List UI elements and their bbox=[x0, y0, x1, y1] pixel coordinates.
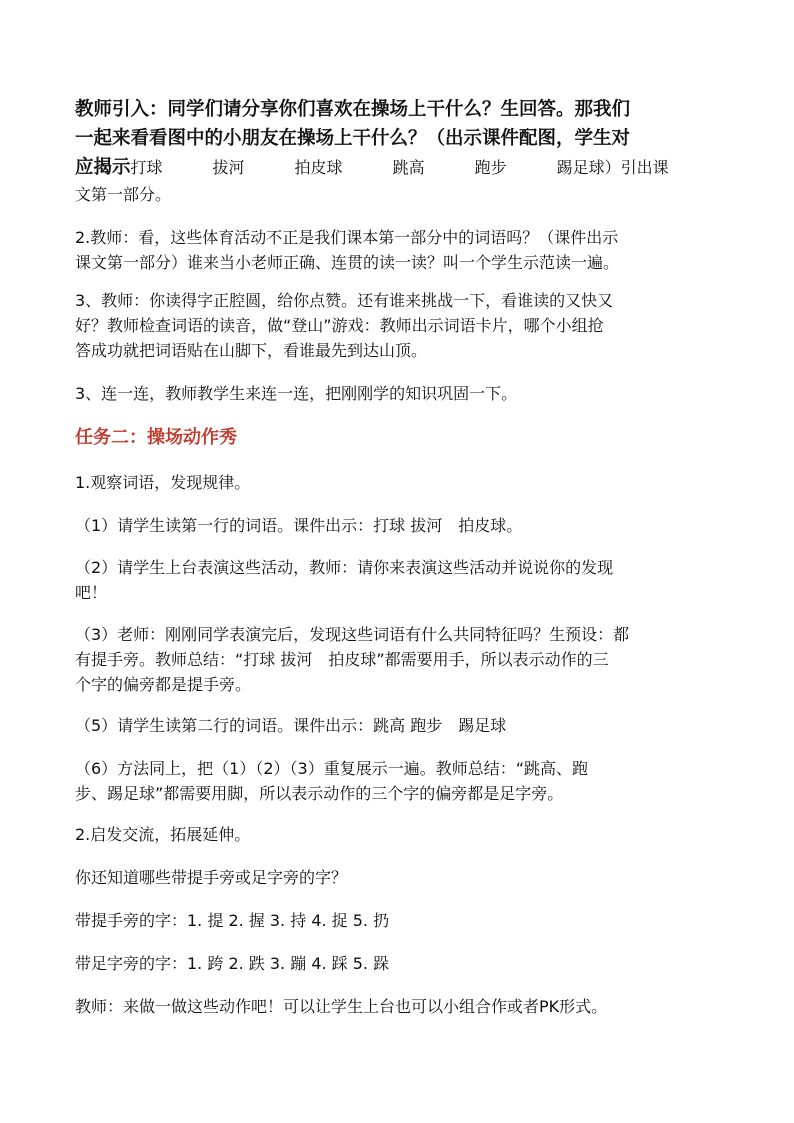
section-item-9 bbox=[75, 908, 389, 933]
section-item-2 bbox=[75, 513, 522, 538]
paragraph-line: （2）请学生上台表演这些活动，教师：请你来表演这些活动并说说你的发现 bbox=[75, 558, 614, 577]
paragraph-3 bbox=[75, 288, 613, 363]
paragraph-line: 教师：来做一做这些动作吧！可以让学生上台也可以小组合作或者PK形式。 bbox=[75, 997, 608, 1016]
paragraph-line: 3、教师：你读得字正腔圆，给你点赞。还有谁来挑战一下，看谁读的又快又 bbox=[75, 291, 614, 310]
activity-3: 拍皮球 bbox=[294, 158, 343, 177]
section-item-10 bbox=[75, 951, 389, 976]
activity-2: 拔河 bbox=[212, 158, 245, 177]
section-item-5 bbox=[75, 713, 506, 738]
paragraph-line: （5）请学生读第二行的词语。课件出示：跳高 跑步 踢足球 bbox=[75, 716, 507, 735]
intro-line-3-bold: 应揭示 bbox=[75, 157, 131, 178]
paragraph-line: 3、连一连，教师教学生来连一连，把刚刚学的知识巩固一下。 bbox=[75, 384, 518, 403]
paragraph-line: 2.教师：看，这些体育活动不正是我们课本第一部分中的词语吗？（课件出示 bbox=[75, 228, 619, 247]
paragraph-line: 你还知道哪些带提手旁或足字旁的字？ bbox=[75, 868, 348, 887]
paragraph-line: 个字的偏旁都是提手旁。 bbox=[75, 675, 252, 694]
paragraph-line: 步、踢足球”都需要用脚，所以表示动作的三个字的偏旁都是足字旁。 bbox=[75, 784, 564, 803]
paragraph-line: 1.观察词语，发现规律。 bbox=[75, 473, 251, 492]
paragraph-line: （6）方法同上，把（1）（2）（3）重复展示一遍。教师总结：“跳高、跑 bbox=[75, 759, 589, 778]
paragraph-line: 答成功就把词语贴在山脚下，看谁最先到达山顶。 bbox=[75, 341, 428, 360]
section-heading: 任务二：操场动作秀 bbox=[75, 427, 237, 448]
section-item-11 bbox=[75, 994, 607, 1019]
paragraph-line: 有提手旁。教师总结：“打球 拔河 拍皮球”都需要用手，所以表示动作的三 bbox=[75, 650, 609, 669]
paragraph-line: （3）老师：刚刚同学表演完后，发现这些词语有什么共同特征吗？生预设：都 bbox=[75, 625, 630, 644]
paragraph-line: 课文第一部分）谁来当小老师正确、连贯的读一读？叫一个学生示范读一遍。 bbox=[75, 253, 620, 272]
activity-6: 踢足球）引出课 bbox=[556, 158, 669, 177]
intro-line-2: 一起来看看图中的小朋友在操场上干什么？（出示课件配图，学生对 bbox=[75, 128, 631, 149]
paragraph-2 bbox=[75, 225, 619, 275]
paragraph-line: 带足字旁的字：1. 跨 2. 跌 3. 蹦 4. 踩 5. 跺 bbox=[75, 954, 390, 973]
activity-5: 跑步 bbox=[474, 158, 507, 177]
paragraph-line: 吧！ bbox=[75, 583, 108, 602]
section-item-4 bbox=[75, 622, 629, 697]
activity-4: 跳高 bbox=[392, 158, 425, 177]
section-item-7 bbox=[75, 822, 250, 847]
section-item-3 bbox=[75, 555, 613, 605]
section-item-1 bbox=[75, 470, 250, 495]
intro-line-3 bbox=[75, 153, 669, 182]
paragraph-4 bbox=[75, 381, 517, 406]
activity-1: 打球 bbox=[130, 158, 163, 177]
intro-line-4: 文第一部分。 bbox=[75, 185, 172, 204]
intro-line-1: 教师引入：同学们请分享你们喜欢在操场上干什么？生回答。那我们 bbox=[75, 99, 631, 120]
section-item-8 bbox=[75, 865, 347, 890]
intro-paragraph bbox=[75, 95, 669, 207]
paragraph-line: （1）请学生读第一行的词语。课件出示：打球 拔河 拍皮球。 bbox=[75, 516, 523, 535]
paragraph-line: 好？教师检查词语的读音，做“登山”游戏：教师出示词语卡片，哪个小组抢 bbox=[75, 316, 604, 335]
section-item-6 bbox=[75, 756, 588, 806]
paragraph-line: 带提手旁的字：1. 提 2. 握 3. 持 4. 捉 5. 扔 bbox=[75, 911, 390, 930]
paragraph-line: 2.启发交流，拓展延伸。 bbox=[75, 825, 251, 844]
